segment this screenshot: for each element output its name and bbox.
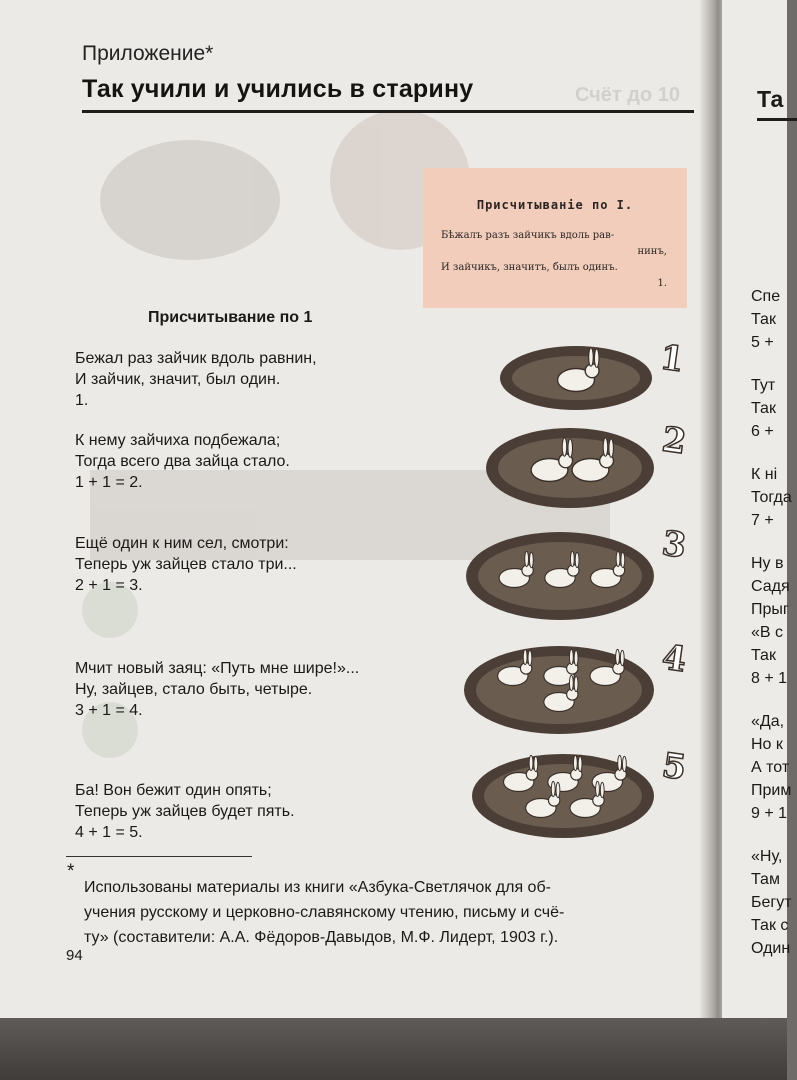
right-page-line: А тот bbox=[751, 759, 790, 776]
stanza-line: 1 + 1 = 2. bbox=[75, 474, 143, 491]
page-number: 94 bbox=[66, 947, 83, 964]
right-page-line: Там bbox=[751, 871, 780, 888]
right-page-line: Так bbox=[751, 647, 776, 664]
right-page-line: 7 + bbox=[751, 512, 774, 529]
stanza-gap bbox=[751, 960, 792, 980]
old-print-excerpt bbox=[423, 168, 687, 308]
rabbit-ear bbox=[525, 551, 529, 566]
stanza-2 bbox=[75, 430, 290, 493]
right-page-line: «В с bbox=[751, 624, 784, 641]
right-page-text bbox=[751, 285, 792, 980]
rabbit-ear bbox=[616, 649, 620, 664]
stanza-4 bbox=[75, 658, 359, 721]
old-print-line: нинъ, bbox=[637, 246, 667, 257]
stanza-5 bbox=[75, 780, 295, 843]
stanza-3 bbox=[75, 533, 297, 596]
stylized-digit: 2 bbox=[659, 419, 689, 463]
rabbit-ear bbox=[569, 649, 573, 664]
rabbit-ear bbox=[578, 756, 582, 771]
footnote-line: Использованы материалы из книги «Азбука-Светлячок для об- bbox=[84, 879, 551, 896]
right-page bbox=[722, 0, 792, 1022]
old-print-title: Присчитываніе по I. bbox=[476, 198, 634, 212]
right-page-line: «Да, bbox=[751, 713, 785, 730]
old-print-line: И зайчикъ, значитъ, былъ одинъ. bbox=[441, 262, 618, 273]
right-page-line: Так bbox=[751, 400, 776, 417]
stanza-line: Тогда всего два зайца стало. bbox=[75, 453, 290, 470]
footnote-line: ту» (составители: А.А. Фёдоров-Давыдов, М.Ф. Лидерт, 1903 г.). bbox=[84, 929, 559, 946]
old-print-line: 1. bbox=[657, 278, 667, 289]
right-page-line: 8 + 1 bbox=[751, 670, 788, 687]
right-page-line: К ні bbox=[751, 466, 778, 483]
rabbit-ear bbox=[574, 650, 578, 665]
stylized-digit: 5 bbox=[659, 745, 689, 789]
stanza-line: Ба! Вон бежит один опять; bbox=[75, 782, 272, 799]
rabbit-ear bbox=[620, 650, 624, 665]
rabbit-ear bbox=[573, 755, 577, 770]
rabbit-illustration-2 bbox=[484, 418, 690, 510]
rabbit-ear bbox=[600, 782, 604, 797]
right-page-line: Так bbox=[751, 311, 776, 328]
rabbit-illustration-4 bbox=[462, 636, 690, 736]
stanza-line: Мчит новый заяц: «Путь мне шире!»... bbox=[75, 660, 360, 677]
right-page-line: 6 + bbox=[751, 423, 774, 440]
stylized-digit: 4 bbox=[659, 637, 689, 681]
rabbit-ear bbox=[594, 349, 599, 367]
right-page-title: Та bbox=[757, 86, 784, 112]
rabbit-ear bbox=[589, 348, 594, 366]
rabbit-ear bbox=[528, 650, 532, 665]
right-page-line: Тут bbox=[751, 377, 776, 394]
stanza-line: Бежал раз зайчик вдоль равнин, bbox=[75, 350, 317, 367]
stanza-gap bbox=[751, 825, 792, 845]
rabbit-ear bbox=[618, 755, 622, 770]
stylized-digit: 3 bbox=[659, 523, 689, 567]
rabbit-illustration-1 bbox=[498, 336, 688, 412]
rabbit-ear bbox=[529, 552, 533, 567]
rabbit-ear bbox=[609, 439, 614, 457]
stanza-line: 1. bbox=[75, 392, 89, 409]
right-page-line: Бегут bbox=[751, 894, 792, 911]
right-page-line: 5 + bbox=[751, 334, 774, 351]
stanza-line: Ещё один к ним сел, смотри: bbox=[75, 535, 289, 552]
supertitle: Приложение* bbox=[82, 42, 214, 65]
background-heading: Счёт до 10 bbox=[575, 84, 680, 106]
right-page-line: Садя bbox=[751, 578, 790, 595]
rabbit-illustration-3 bbox=[464, 522, 690, 622]
old-print-line: Бѣжалъ разъ зайчикъ вдоль рав- bbox=[441, 230, 615, 241]
right-page-line: 9 + 1 bbox=[751, 805, 788, 822]
stanza-gap bbox=[751, 443, 792, 463]
scan-shadow bbox=[0, 1018, 787, 1080]
rabbit-ear bbox=[570, 551, 574, 566]
stanza-gap bbox=[751, 354, 792, 374]
stanza-line: Теперь уж зайцев будет пять. bbox=[75, 803, 295, 820]
stanza-line: Теперь уж зайцев стало три... bbox=[75, 556, 297, 573]
rabbit-ear bbox=[621, 552, 625, 567]
right-page-line: «Ну, bbox=[751, 848, 783, 865]
rabbit-ear bbox=[603, 438, 608, 456]
right-page-line: Тогда bbox=[751, 489, 792, 506]
right-page-line: Ну в bbox=[751, 555, 784, 572]
rabbit-ear bbox=[556, 782, 560, 797]
right-page-line: Прим bbox=[751, 782, 792, 799]
right-page-line: Так с bbox=[751, 917, 789, 934]
rabbit-ear bbox=[596, 781, 600, 796]
stanza-gap bbox=[751, 532, 792, 552]
right-page-line: Прыг bbox=[751, 601, 789, 618]
stanza-line: 2 + 1 = 3. bbox=[75, 577, 143, 594]
stylized-digit: 1 bbox=[657, 337, 687, 381]
rabbit-ear bbox=[622, 756, 626, 771]
right-page-line: Один bbox=[751, 940, 791, 957]
page-title: Так учили и учились в старину bbox=[82, 75, 474, 103]
footnote-line: учения русскому и церковно-славянскому чтению, письму и счё- bbox=[84, 904, 565, 921]
rabbit-ear bbox=[575, 552, 579, 567]
section-heading: Присчитывание по 1 bbox=[148, 309, 313, 326]
right-page-line: Но к bbox=[751, 736, 783, 753]
footnote-rule bbox=[66, 856, 252, 857]
footnote bbox=[84, 875, 684, 950]
rabbit-ear bbox=[574, 676, 578, 691]
footnote-marker: * bbox=[67, 861, 75, 882]
stanza-line: Ну, зайцев, стало быть, четыре. bbox=[75, 681, 313, 698]
rabbit-ear bbox=[568, 439, 573, 457]
right-page-line: Спе bbox=[751, 288, 781, 305]
stanza-gap bbox=[751, 690, 792, 710]
stanza-line: 4 + 1 = 5. bbox=[75, 824, 143, 841]
stanza-1 bbox=[75, 348, 317, 411]
stanza-line: И зайчик, значит, был один. bbox=[75, 371, 281, 388]
rabbit-ear bbox=[569, 675, 573, 690]
right-title-rule bbox=[757, 118, 797, 121]
rabbit-ear bbox=[534, 756, 538, 771]
rabbit-ear bbox=[529, 755, 533, 770]
stanza-line: 3 + 1 = 4. bbox=[75, 702, 143, 719]
rabbit-ear bbox=[616, 551, 620, 566]
rabbit-illustration-5 bbox=[470, 744, 690, 840]
rabbit-ear bbox=[551, 781, 555, 796]
rabbit-ear bbox=[562, 438, 567, 456]
stanza-line: К нему зайчиха подбежала; bbox=[75, 432, 281, 449]
rabbit-ear bbox=[523, 649, 527, 664]
title-rule bbox=[82, 110, 694, 113]
